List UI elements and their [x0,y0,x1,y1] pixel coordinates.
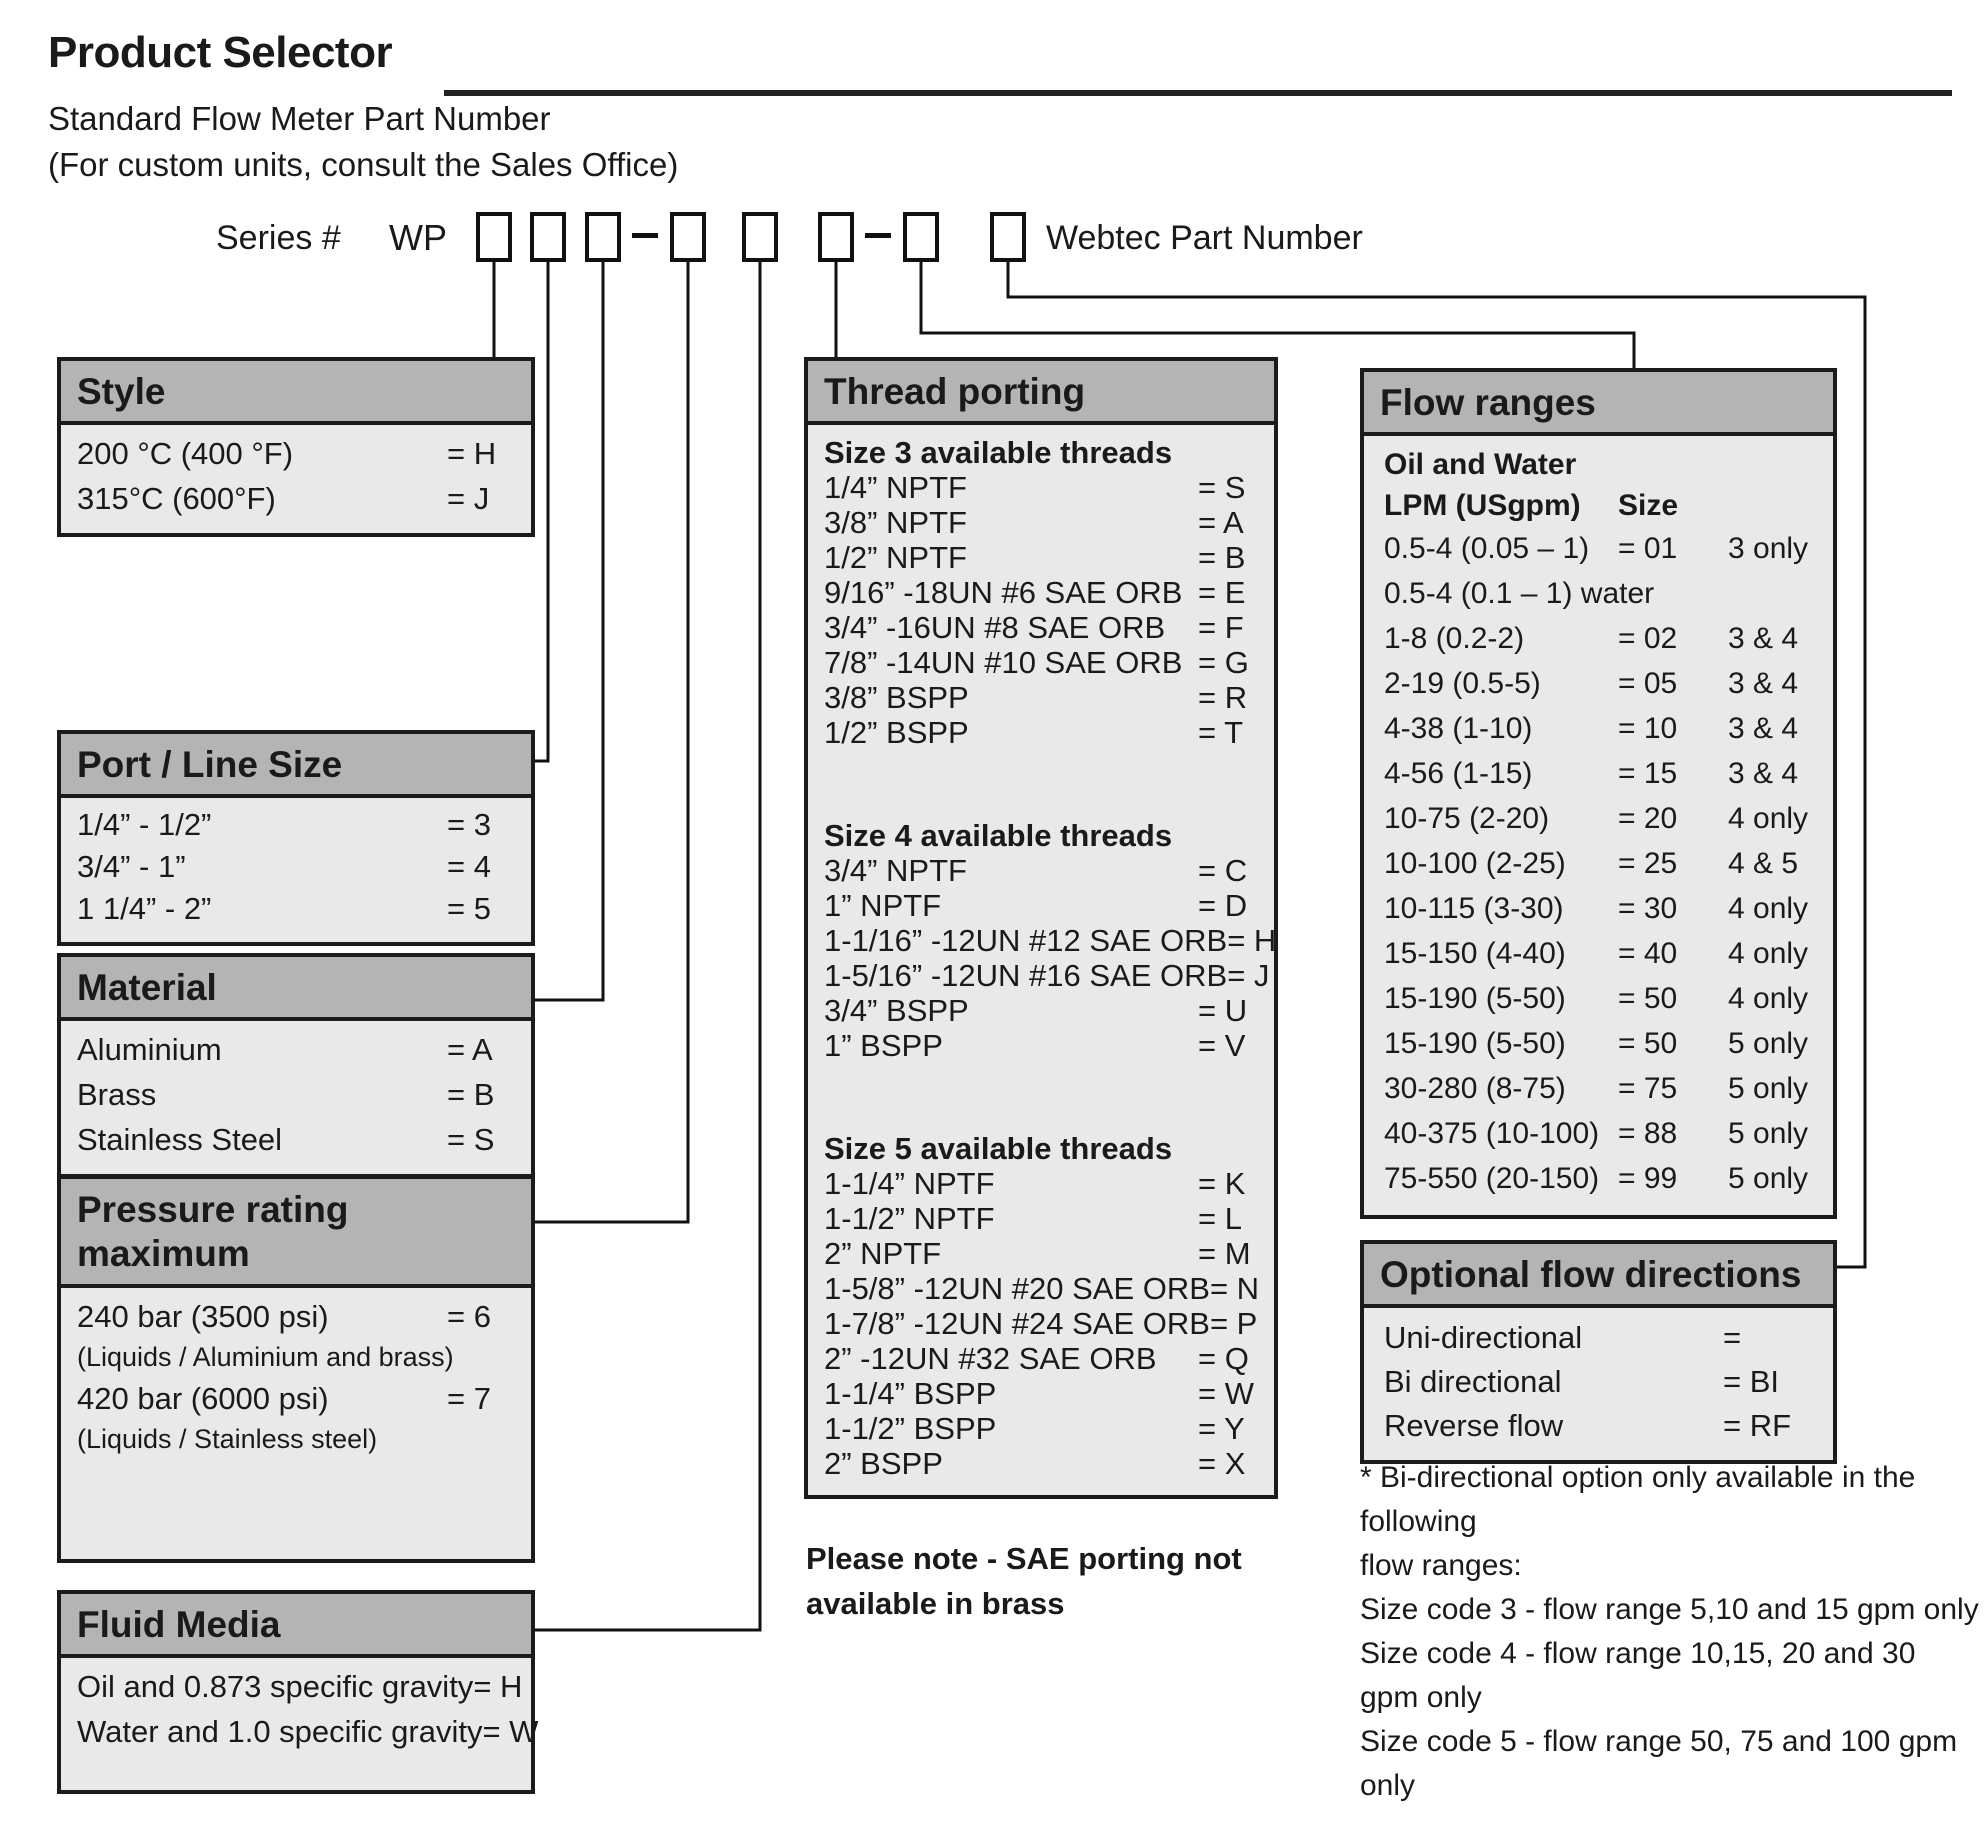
table-row [77,1376,515,1421]
page-title: Product Selector [48,28,393,77]
style-box [57,357,535,537]
option-label: 1-5/16” -12UN #16 SAE ORB [824,958,1228,994]
option-code: = V [1198,1028,1246,1064]
flow-col1-header-line1: Oil and Water [1384,448,1577,482]
port-line-size-body [61,798,531,942]
table-row: 4-38 (1-10) = 10 3 & 4 [1384,712,1799,746]
part-digit-box-fluid-media [742,212,778,262]
footnote-line: flow ranges: [1360,1549,1522,1582]
option-label: Uni-directional [1384,1320,1583,1356]
part-number-dash-2 [865,233,891,238]
flow-column-header [1384,444,1823,485]
table-row: 75-550 (20-150) = 99 5 only [1384,1162,1809,1196]
option-code: = W [1198,1376,1254,1412]
port-line-size-title: Port / Line Size [61,734,531,798]
table-row [824,680,1260,715]
thread-porting-box [804,357,1278,1499]
option-code: = A [1198,505,1244,541]
table-row [77,804,515,846]
option-label: 1-1/2” NPTF [824,1201,995,1237]
table-row: 10-75 (2-20) = 20 4 only [1384,802,1809,836]
option-label: 3/4” - 1” [77,849,186,885]
pressure-rating-title: Pressure rating maximum [61,1179,531,1288]
connector-port-line-size [535,262,548,761]
series-label: Series # [216,219,341,257]
option-code: = D [1198,888,1248,924]
page-subtitle-2: (For custom units, consult the Sales Office) [48,146,679,183]
option-label: 3/8” BSPP [824,680,969,716]
option-code: = Y [1198,1411,1245,1447]
table-row [77,1072,515,1117]
table-row [824,1376,1260,1411]
table-row: 1-8 (0.2-2) = 02 3 & 4 [1384,622,1799,656]
port-line-size-box [57,730,535,946]
option-label: 315°C (600°F) [77,481,276,517]
option-code: = F [1198,610,1244,646]
table-row: 10-115 (3-30) = 30 4 only [1384,892,1809,926]
section-heading: Size 4 available threads [824,818,1173,854]
option-label: 1-1/2” BSPP [824,1411,997,1447]
table-row [824,993,1260,1028]
flow-col1-header-line2: LPM (USgpm) [1384,489,1581,523]
connector-pressure-rating [535,262,688,1222]
table-row: 30-280 (8-75) = 75 5 only [1384,1072,1809,1106]
option-label: 1” BSPP [824,1028,943,1064]
table-row [824,575,1260,610]
option-code: = 5 [447,891,491,927]
material-body [61,1021,531,1174]
table-row [77,1664,523,1709]
option-code: = J [447,481,490,517]
material-box [57,953,535,1178]
option-code: = S [447,1122,495,1158]
part-digit-box-flow-direction [990,212,1026,262]
table-row [77,431,515,476]
style-box-title: Style [61,361,531,425]
table-row [824,853,1260,888]
option-label: Brass [77,1077,157,1113]
option-code: = P [1209,1306,1258,1342]
section-heading: Size 5 available threads [824,1131,1173,1167]
table-row: 0.5-4 (0.05 – 1) = 01 3 only [1384,532,1809,566]
table-row: 4-56 (1-15) = 15 3 & 4 [1384,757,1799,791]
option-code: = BI [1723,1364,1780,1400]
option-label: 2” -12UN #32 SAE ORB [824,1341,1157,1377]
bidirectional-footnote [1360,1456,1980,1808]
option-label: 1-1/16” -12UN #12 SAE ORB [824,923,1228,959]
option-code: = M [1198,1236,1251,1272]
table-row [824,645,1260,680]
table-row: 15-150 (4-40) = 40 4 only [1384,937,1809,971]
part-digit-box-pressure [670,212,706,262]
option-code: = B [1198,540,1246,576]
thread-section-size4 [824,818,1277,1064]
option-code: = 4 [447,849,491,885]
footnote-line: * Bi-directional option only available in the following [1360,1461,1916,1538]
optional-flow-title: Optional flow directions [1364,1244,1833,1308]
webtec-part-number-label: Webtec Part Number [1046,219,1363,257]
fluid-media-box [57,1590,539,1794]
table-row: 40-375 (10-100) = 88 5 only [1384,1117,1809,1151]
option-label: 1 1/4” - 2” [77,891,212,927]
thread-section-size3 [824,435,1260,750]
option-label: 3/4” NPTF [824,853,967,889]
option-label: 2” BSPP [824,1446,943,1482]
option-label: 1/4” NPTF [824,470,967,506]
table-row [824,888,1260,923]
table-row [824,1201,1260,1236]
table-row [824,470,1260,505]
table-row [1384,1316,1813,1360]
flow-ranges-body [1364,436,1833,1215]
option-code: = 3 [447,807,491,843]
table-row [77,476,515,521]
option-label: 1/2” BSPP [824,715,969,751]
option-code: = A [447,1032,493,1068]
sae-porting-note: Please note - SAE porting not available in brass [806,1541,1242,1621]
table-row [824,1028,1260,1063]
option-code: = X [1198,1446,1246,1482]
option-label: 3/8” NPTF [824,505,967,541]
pressure-rating-body [61,1288,531,1470]
connector-flow-ranges [921,262,1634,368]
optional-flow-body [1364,1308,1833,1460]
flow-column-header [1384,485,1823,526]
option-code: = T [1198,715,1244,751]
table-row [1384,1404,1813,1448]
table-row [77,888,515,930]
option-code: = C [1198,853,1248,889]
option-label: 2” NPTF [824,1236,942,1272]
flow-ranges-box [1360,368,1837,1219]
part-number-dash-1 [632,233,658,238]
option-label: Reverse flow [1384,1408,1564,1444]
part-digit-box-port-size [530,212,566,262]
option-label: 1-1/4” NPTF [824,1166,995,1202]
option-code: = L [1198,1201,1242,1237]
table-row: 2-19 (0.5-5) = 05 3 & 4 [1384,667,1799,701]
option-label: 3/4” -16UN #8 SAE ORB [824,610,1166,646]
table-row [824,505,1260,540]
option-label: 9/16” -18UN #6 SAE ORB [824,575,1183,611]
table-row [824,1271,1260,1306]
flow-ranges-title: Flow ranges [1364,372,1833,436]
option-code: = B [447,1077,495,1113]
fluid-media-title: Fluid Media [61,1594,531,1658]
table-row [824,610,1260,645]
connector-material [535,262,603,1000]
option-label: 1-7/8” -12UN #24 SAE ORB [824,1306,1210,1342]
fluid-media-body [61,1658,539,1766]
option-label: 240 bar (3500 psi) [77,1298,329,1334]
option-code: = Q [1198,1341,1249,1377]
table-row [824,1166,1260,1201]
table-row: 15-190 (5-50) = 50 5 only [1384,1027,1809,1061]
option-code: = S [1198,470,1246,506]
footnote-line: Size code 4 - flow range 10,15, 20 and 30 gpm only [1360,1637,1916,1714]
option-code: = N [1209,1271,1260,1307]
option-code: = H [447,436,497,472]
option-label: Bi directional [1384,1364,1562,1400]
part-digit-box-thread-porting [818,212,854,262]
table-row [77,1027,515,1072]
option-label: 3/4” BSPP [824,993,969,1029]
option-label: 1/4” - 1/2” [77,807,212,843]
option-label: Water and 1.0 specific gravity [77,1714,483,1750]
option-label: 1-1/4” BSPP [824,1376,997,1412]
table-row [824,1341,1260,1376]
option-code: = H [473,1669,523,1705]
title-rule [444,90,1952,96]
thread-porting-title: Thread porting [808,361,1274,425]
table-row [77,1709,539,1754]
section-heading: Size 3 available threads [824,435,1173,471]
style-box-body [61,425,531,533]
table-row [824,540,1260,575]
option-code: = 7 [447,1380,491,1416]
option-code: = 6 [447,1298,491,1334]
footnote-line: Size code 3 - flow range 5,10 and 15 gpm only [1360,1593,1979,1626]
flow-col2-header: Size [1618,489,1679,523]
page-subtitle-1: Standard Flow Meter Part Number [48,100,551,137]
option-label: 1/2” NPTF [824,540,967,576]
option-label: 7/8” -14UN #10 SAE ORB [824,645,1183,681]
option-label: Oil and 0.873 specific gravity [77,1669,474,1705]
option-note: (Liquids / Aluminium and brass) [77,1341,454,1372]
option-label: Aluminium [77,1032,222,1068]
option-label: 1-5/8” -12UN #20 SAE ORB [824,1271,1210,1307]
table-row [77,1117,515,1162]
series-prefix: WP [389,217,447,258]
table-row [824,958,1270,994]
option-label: Stainless Steel [77,1122,283,1158]
part-digit-box-material [585,212,621,262]
option-label: 200 °C (400 °F) [77,436,294,472]
table-row [824,1306,1260,1341]
option-code: = G [1198,645,1249,681]
table-row [824,715,1260,750]
option-code: = J [1227,958,1270,994]
table-row: 15-190 (5-50) = 50 4 only [1384,982,1809,1016]
table-row [1384,1360,1813,1404]
option-code: = R [1198,680,1248,716]
option-code: = H [1227,923,1277,959]
option-note: (Liquids / Stainless steel) [77,1423,378,1454]
table-row [77,1294,515,1339]
option-label: 1” NPTF [824,888,942,924]
table-row [824,1411,1260,1446]
table-row [824,1236,1260,1271]
thread-porting-body [808,425,1277,1495]
pressure-rating-box [57,1175,535,1563]
connector-fluid-media [535,262,760,1630]
option-code: = W [482,1714,539,1750]
table-row-note [77,1339,515,1376]
table-row [824,923,1277,959]
option-label: 420 bar (6000 psi) [77,1380,329,1416]
footnote-line: Size code 5 - flow range 50, 75 and 100 gpm only [1360,1725,1958,1802]
material-title: Material [61,957,531,1021]
thread-section-size5 [824,1131,1260,1481]
part-digit-box-flow-range [903,212,939,262]
part-digit-box-style [476,212,512,262]
option-code: = RF [1723,1408,1792,1444]
option-code: = K [1198,1166,1246,1202]
optional-flow-directions-box [1360,1240,1837,1464]
table-row [824,1446,1260,1481]
option-code: = E [1198,575,1246,611]
table-row-note [77,1421,515,1458]
option-code: = [1723,1320,1742,1356]
option-code: = U [1198,993,1248,1029]
table-row: 10-100 (2-25) = 25 4 & 5 [1384,847,1799,881]
table-row: 0.5-4 (0.1 – 1) water [1384,577,1655,611]
table-row [77,846,515,888]
